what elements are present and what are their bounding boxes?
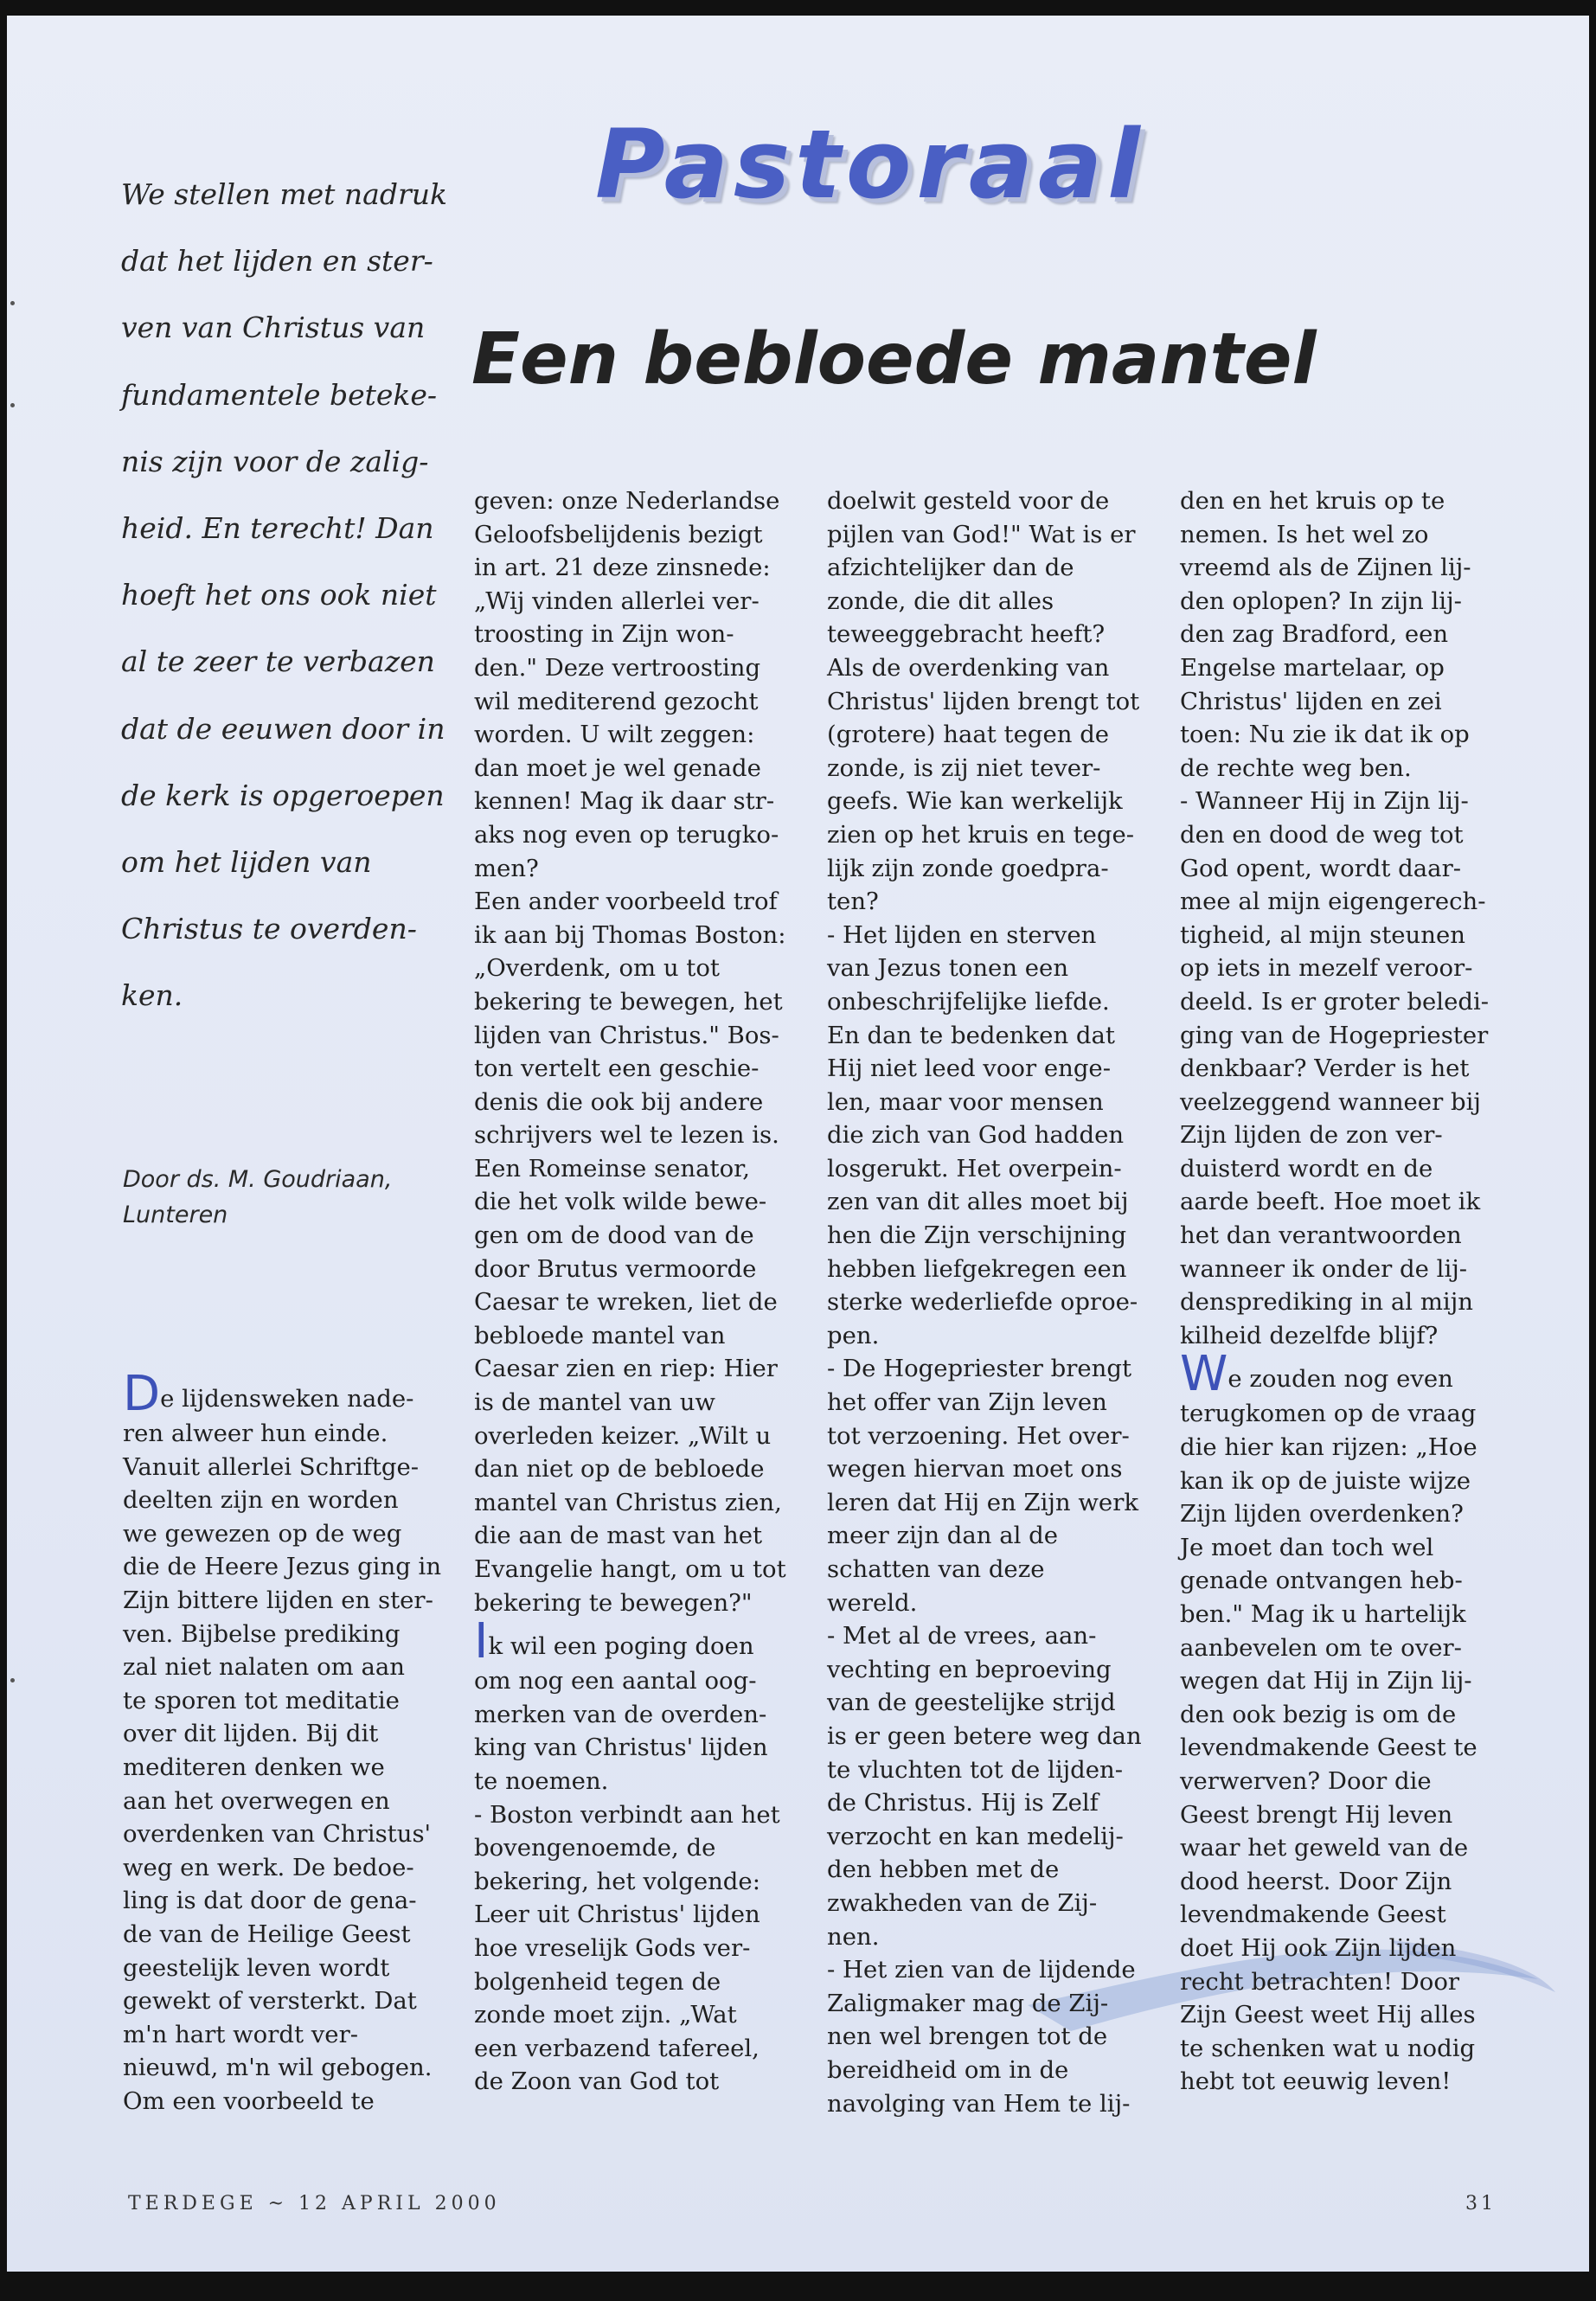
- body-text-line: Je moet dan toch wel: [1180, 1533, 1434, 1561]
- body-text-line: den." Deze vertroosting: [474, 653, 761, 682]
- body-text-line: wegen dat Hij in Zijn lij-: [1180, 1667, 1472, 1695]
- body-text-line: Caesar zien en riep: Hier: [474, 1355, 778, 1383]
- body-text-line: nen.: [827, 1922, 880, 1951]
- body-text-line: ven. Bijbelse prediking: [123, 1619, 401, 1648]
- body-text-line: geestelijk leven wordt: [123, 1953, 390, 1982]
- body-text-line: ren alweer hun einde.: [123, 1420, 388, 1447]
- body-text-line: ik aan bij Thomas Boston:: [474, 920, 786, 949]
- drop-cap: I: [474, 1613, 489, 1670]
- body-text-line: „Overdenk, om u tot: [474, 954, 720, 983]
- body-text-line: wil mediterend gezocht: [474, 687, 759, 715]
- body-text-line: het offer van Zijn leven: [827, 1388, 1107, 1417]
- body-text-line: Zijn Geest weet Hij alles: [1180, 2001, 1476, 2029]
- body-text-line: Caesar te wreken, liet de: [474, 1288, 778, 1317]
- body-text-line: leren dat Hij en Zijn werk: [827, 1488, 1139, 1516]
- body-text-line: Leer uit Christus' lijden: [474, 1900, 760, 1929]
- body-text-line: dood heerst. Door Zijn: [1180, 1867, 1452, 1895]
- body-text-line: aan het overwegen en: [123, 1786, 390, 1815]
- body-text-line: de Christus. Hij is Zelf: [827, 1789, 1099, 1817]
- body-text-line: Engelse martelaar, op: [1180, 653, 1445, 682]
- article-column-4: [1180, 484, 1526, 2099]
- body-text-line: - Met al de vrees, aan-: [827, 1622, 1097, 1650]
- body-text-line: Evangelie hangt, om u tot: [474, 1555, 786, 1583]
- dropcap-line-text: e lijdensweken nade-: [160, 1385, 414, 1413]
- body-text-line: aarde beeft. Hoe moet ik: [1180, 1188, 1481, 1216]
- body-text-line: te noemen.: [474, 1766, 609, 1795]
- dropcap-line-text: e zouden nog even: [1227, 1365, 1453, 1394]
- drop-cap: D: [123, 1366, 161, 1422]
- margin-mark: [10, 403, 15, 407]
- body-text-line: afzichtelijker dan de: [827, 554, 1074, 582]
- body-text-line: op iets in mezelf veroor-: [1180, 954, 1473, 983]
- body-text-line: wereld.: [827, 1588, 918, 1617]
- body-text-line: Om een voorbeeld te: [123, 2086, 375, 2115]
- body-text-line: kennen! Mag ik daar str-: [474, 787, 775, 816]
- body-text-line: zonde, die dit alles: [827, 586, 1054, 615]
- article-column-1: [123, 1366, 469, 2118]
- magazine-page: [7, 16, 1589, 2272]
- section-title: Pastoraal: [595, 109, 1145, 220]
- body-text-line: schatten van deze: [827, 1555, 1045, 1583]
- body-text-line: nemen. Is het wel zo: [1180, 520, 1429, 548]
- body-text-line: Hij niet leed voor enge-: [827, 1054, 1111, 1083]
- body-text-line: navolging van Hem te lij-: [827, 2089, 1131, 2118]
- body-text-line: den en dood de weg tot: [1180, 820, 1464, 849]
- body-text-line: pen.: [827, 1321, 880, 1349]
- body-text-line: we gewezen op de weg: [123, 1519, 402, 1548]
- body-text-line: den hebben met de: [827, 1856, 1060, 1884]
- body-text-line: - Het lijden en sterven: [827, 920, 1097, 949]
- body-text-line: nen wel brengen tot de: [827, 2022, 1108, 2051]
- body-text-line: terugkomen op de vraag: [1180, 1400, 1477, 1428]
- body-text-line: deeld. Is er groter beledi-: [1180, 987, 1490, 1016]
- body-text-line: te vluchten tot de lijden-: [827, 1755, 1124, 1784]
- body-text-line: de van de Heilige Geest: [123, 1920, 411, 1948]
- body-text-line: hen die Zijn verschijning: [827, 1221, 1127, 1250]
- body-text-line: de Zoon van God tot: [474, 2067, 720, 2096]
- body-text-line: om nog een aantal oog-: [474, 1667, 757, 1695]
- body-text-line: - Wanneer Hij in Zijn lij-: [1180, 787, 1469, 816]
- body-text-line: m'n hart wordt ver-: [123, 2020, 359, 2048]
- body-text-line: veelzeggend wanneer bij: [1180, 1087, 1481, 1116]
- body-text-line: hoe vreselijk Gods ver-: [474, 1933, 751, 1962]
- body-text-line: Christus' lijden brengt tot: [827, 687, 1140, 715]
- body-text-line: wanneer ik onder de lij-: [1180, 1254, 1468, 1283]
- body-text-line: van de geestelijke strijd: [827, 1689, 1116, 1717]
- body-text-line: toen: Nu zie ik dat ik op: [1180, 721, 1470, 749]
- body-text-line: duisterd wordt en de: [1180, 1154, 1433, 1183]
- body-text-line: sterke wederliefde oproe-: [827, 1288, 1138, 1317]
- body-text-line: lijk zijn zonde goedpra-: [827, 854, 1109, 882]
- body-text-line: die het volk wilde bewe-: [474, 1188, 767, 1216]
- intro-line: heid. En terecht! Dan: [121, 511, 434, 546]
- body-text-line: te sporen tot meditatie: [123, 1686, 400, 1715]
- body-text-line: genade ontvangen heb-: [1180, 1567, 1463, 1595]
- article-column-3: [827, 484, 1173, 2120]
- intro-line: dat het lijden en ster-: [121, 244, 433, 279]
- body-text-line: door Brutus vermoorde: [474, 1254, 757, 1283]
- body-text-line: bebloede mantel van: [474, 1321, 726, 1349]
- body-text-line: teweeggebracht heeft?: [827, 620, 1106, 649]
- body-text-line: Geest brengt Hij leven: [1180, 1800, 1453, 1829]
- body-text-line: bereidheid om in de: [827, 2055, 1069, 2084]
- body-text-line: Een ander voorbeeld trof: [474, 888, 778, 916]
- body-text-line: ben." Mag ik u hartelijk: [1180, 1600, 1466, 1628]
- body-text-line: troosting in Zijn won-: [474, 620, 734, 649]
- body-text-line: zal niet nalaten om aan: [123, 1653, 405, 1682]
- body-text-line: gewekt of versterkt. Dat: [123, 1987, 417, 2016]
- body-text-line: lijden van Christus." Bos-: [474, 1021, 779, 1049]
- body-text-line: kan ik op de juiste wijze: [1180, 1466, 1471, 1495]
- body-text-line: ling is dat door de gena-: [123, 1887, 417, 1915]
- body-text-line: mediteren denken we: [123, 1753, 385, 1781]
- body-text-line: te schenken wat u nodig: [1180, 2034, 1476, 2062]
- body-text-line: den en het kruis op te: [1180, 487, 1445, 515]
- body-text-line: onbeschrijfelijke liefde.: [827, 987, 1110, 1016]
- body-text-line: (grotere) haat tegen de: [827, 721, 1110, 749]
- footer-publication: TERDEGE ~ 12 APRIL 2000: [128, 2193, 501, 2214]
- body-text-line: God opent, wordt daar-: [1180, 854, 1462, 882]
- intro-line: nis zijn voor de zalig-: [121, 444, 429, 478]
- body-text-line: - De Hogepriester brengt: [827, 1355, 1132, 1383]
- body-text-line: „Wij vinden allerlei ver-: [474, 586, 760, 615]
- body-text-line: deelten zijn en worden: [123, 1486, 399, 1515]
- body-text-line: dan moet je wel genade: [474, 753, 761, 782]
- body-text-line: levendmakende Geest te: [1180, 1734, 1477, 1762]
- body-text-line: geven: onze Nederlandse: [474, 487, 780, 515]
- body-text-line: overleden keizer. „Wilt u: [474, 1421, 772, 1450]
- body-text-line: doet Hij ook Zijn lijden: [1180, 1933, 1457, 1962]
- body-text-line: zonde moet zijn. „Wat: [474, 2001, 737, 2029]
- body-text-line: kilheid dezelfde blijf?: [1180, 1321, 1439, 1349]
- margin-mark: [10, 301, 15, 305]
- intro-line: We stellen met nadruk: [121, 177, 448, 211]
- body-text-line: dan niet op de bebloede: [474, 1455, 765, 1484]
- body-text-line: die zich van God hadden: [827, 1121, 1125, 1150]
- article-title: Een bebloede mantel: [471, 318, 1317, 401]
- body-text-line: Als de overdenking van: [827, 653, 1110, 682]
- intro-line: fundamentele beteke-: [121, 377, 438, 412]
- body-text-line: Vanuit allerlei Schriftge-: [123, 1452, 420, 1481]
- body-text-line: weg en werk. De bedoe-: [123, 1853, 414, 1881]
- dropcap-line: [123, 1366, 469, 1422]
- body-text-line: den ook bezig is om de: [1180, 1700, 1457, 1728]
- body-text-line: Zijn lijden overdenken?: [1180, 1500, 1464, 1529]
- body-text-line: aanbevelen om te over-: [1180, 1633, 1462, 1662]
- body-text-line: Christus' lijden en zei: [1180, 687, 1442, 715]
- body-text-line: in art. 21 deze zinsnede:: [474, 554, 771, 582]
- body-text-line: hebben liefgekregen een: [827, 1254, 1127, 1283]
- body-text-line: zonde, is zij niet tever-: [827, 753, 1101, 782]
- body-text-line: bekering te bewegen, het: [474, 987, 783, 1016]
- body-text-line: Een Romeinse senator,: [474, 1154, 751, 1183]
- body-text-line: densprediking in al mijn: [1180, 1288, 1473, 1317]
- body-text-line: tot verzoening. Het over-: [827, 1421, 1130, 1450]
- body-text-line: die hier kan rijzen: „Hoe: [1180, 1433, 1477, 1462]
- intro-line: de kerk is opgeroepen: [121, 778, 445, 812]
- body-text-line: Zaligmaker mag de Zij-: [827, 1989, 1109, 2017]
- body-text-line: levendmakende Geest: [1180, 1900, 1446, 1929]
- body-text-line: het dan verantwoorden: [1180, 1221, 1462, 1250]
- body-text-line: gen om de dood van de: [474, 1221, 754, 1250]
- body-text-line: zien op het kruis en tege-: [827, 820, 1135, 849]
- intro-line: ven van Christus van: [121, 311, 426, 345]
- intro-line: al te zeer te verbazen: [121, 644, 435, 679]
- intro-line: dat de eeuwen door in: [121, 711, 445, 746]
- body-text-line: de rechte weg ben.: [1180, 753, 1412, 782]
- body-text-line: doelwit gesteld voor de: [827, 487, 1110, 515]
- body-text-line: ton vertelt een geschie-: [474, 1054, 760, 1083]
- body-text-line: is de mantel van uw: [474, 1388, 715, 1417]
- body-text-line: overdenken van Christus': [123, 1820, 432, 1849]
- margin-mark: [10, 1678, 15, 1682]
- body-text-line: schrijvers wel te lezen is.: [474, 1121, 779, 1150]
- body-text-line: die aan de mast van het: [474, 1522, 763, 1550]
- intro-pullquote: [121, 161, 448, 1029]
- body-text-line: ging van de Hogepriester: [1180, 1021, 1489, 1049]
- body-text-line: Zijn lijden de zon ver-: [1180, 1121, 1443, 1150]
- intro-line: om het lijden van: [121, 845, 372, 880]
- body-text-line: zen van dit alles moet bij: [827, 1188, 1129, 1216]
- article-column-2: [474, 484, 820, 2099]
- body-text-line: bolgenheid tegen de: [474, 1967, 721, 1996]
- body-text-line: is er geen betere weg dan: [827, 1721, 1142, 1750]
- body-text-line: verzocht en kan medelij-: [827, 1822, 1124, 1850]
- body-text-line: over dit lijden. Bij dit: [123, 1720, 379, 1748]
- body-text-line: meer zijn dan al de: [827, 1522, 1059, 1550]
- body-text-line: Geloofsbelijdenis bezigt: [474, 520, 763, 548]
- dropcap-line: [1180, 1346, 1526, 1403]
- body-text-line: recht betrachten! Door: [1180, 1967, 1460, 1996]
- body-text-line: len, maar voor mensen: [827, 1087, 1104, 1116]
- byline: [123, 1162, 452, 1233]
- byline-line: Lunteren: [123, 1202, 228, 1228]
- dropcap-line-text: k wil een poging doen: [488, 1632, 754, 1661]
- intro-line: ken.: [121, 978, 183, 1013]
- body-text-line: men?: [474, 854, 539, 882]
- body-text-line: bekering te bewegen?": [474, 1588, 753, 1617]
- body-text-line: zwakheden van de Zij-: [827, 1888, 1098, 1917]
- drop-cap: W: [1180, 1346, 1228, 1403]
- body-text-line: vreemd als de Zijnen lij-: [1180, 554, 1471, 582]
- body-text-line: van Jezus tonen een: [827, 954, 1069, 983]
- body-text-line: En dan te bedenken dat: [827, 1021, 1115, 1049]
- body-text-line: mee al mijn eigengerech-: [1180, 888, 1486, 916]
- body-text-line: worden. U wilt zeggen:: [474, 721, 755, 749]
- body-text-line: losgerukt. Het overpein-: [827, 1154, 1122, 1183]
- body-text-line: geefs. Wie kan werkelijk: [827, 787, 1123, 816]
- body-text-line: wegen hiervan moet ons: [827, 1455, 1123, 1484]
- body-text-line: hebt tot eeuwig leven!: [1180, 2067, 1452, 2096]
- body-text-line: denkbaar? Verder is het: [1180, 1054, 1470, 1083]
- body-text-line: denis die ook bij andere: [474, 1087, 764, 1116]
- body-text-line: vechting en beproeving: [827, 1655, 1112, 1683]
- body-text-line: mantel van Christus zien,: [474, 1488, 782, 1516]
- body-text-line: aks nog even op terugko-: [474, 820, 779, 849]
- body-text-line: verwerven? Door die: [1180, 1766, 1432, 1795]
- intro-line: hoeft het ons ook niet: [121, 578, 437, 612]
- body-text-line: waar het geweld van de: [1180, 1834, 1469, 1862]
- dropcap-line: [474, 1613, 820, 1670]
- body-text-line: Zijn bittere lijden en ster-: [123, 1586, 433, 1614]
- intro-line: Christus te overden-: [121, 912, 417, 946]
- body-text-line: een verbazend tafereel,: [474, 2034, 760, 2062]
- body-text-line: ten?: [827, 888, 879, 916]
- body-text-line: nieuwd, m'n wil gebogen.: [123, 2054, 433, 2082]
- body-text-line: bekering, het volgende:: [474, 1867, 760, 1895]
- body-text-line: merken van de overden-: [474, 1700, 767, 1728]
- body-text-line: die de Heere Jezus ging in: [123, 1553, 442, 1581]
- page-number: 31: [1465, 2193, 1497, 2214]
- body-text-line: - Boston verbindt aan het: [474, 1800, 780, 1829]
- body-text-line: - Het zien van de lijdende: [827, 1956, 1136, 1984]
- body-text-line: den oplopen? In zijn lij-: [1180, 586, 1462, 615]
- body-text-line: tigheid, al mijn steunen: [1180, 920, 1465, 949]
- byline-line: Door ds. M. Goudriaan,: [123, 1166, 393, 1193]
- body-text-line: bovengenoemde, de: [474, 1834, 716, 1862]
- body-text-line: den zag Bradford, een: [1180, 620, 1449, 649]
- body-text-line: king van Christus' lijden: [474, 1734, 768, 1762]
- body-text-line: pijlen van God!" Wat is er: [827, 520, 1136, 548]
